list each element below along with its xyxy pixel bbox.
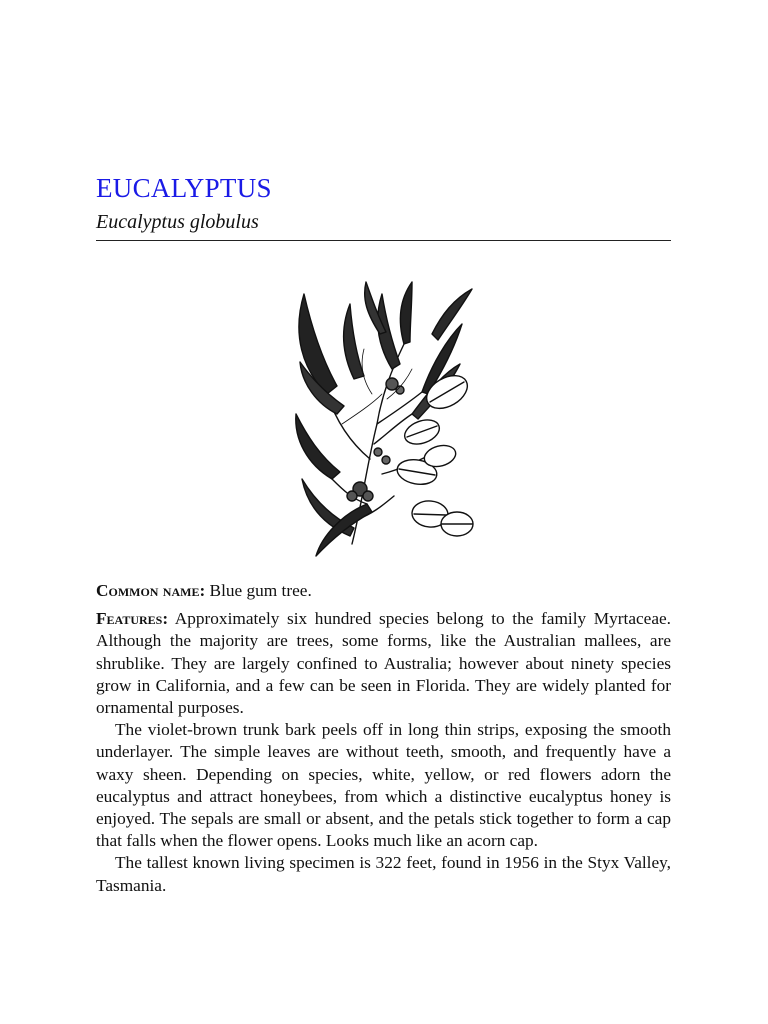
features-label: Features: xyxy=(96,609,169,629)
paragraph-bark: The violet-brown trunk bark peels off in long thin strips, exposing the smooth underlayer. The simple leaves are without teeth, smooth, and frequently have a waxy sheen. Depending on species, white, yellow, or red flowers adorn the eucalyptus and attract honeybees, from which a distinctive eucalyptus honey is enjoyed. The sepals are small or absent, and the petals stick together to form a cap that falls when the flower opens. Looks much like an acorn cap. xyxy=(96,720,671,851)
common-name-label: Common name: xyxy=(96,581,206,600)
page-title: EUCALYPTUS xyxy=(96,173,272,203)
features-text: Approximately six hundred species belong to the family Myrtaceae. Although the majority are trees, some forms, like the Australian mallees, are shrublike. They are largely confined to Australia; however about ninety species grow in California, and a few can be seen in Florida. They are widely planted for ornamental purposes. xyxy=(96,609,671,718)
common-name-value: Blue gum tree. xyxy=(205,581,312,600)
features-paragraph xyxy=(96,608,671,719)
scientific-name: Eucalyptus globulus xyxy=(96,211,259,233)
paragraph-tallest: The tallest known living specimen is 322 feet, found in 1956 in the Styx Valley, Tasmania. xyxy=(96,853,671,895)
common-name-line xyxy=(96,580,671,602)
title-divider xyxy=(96,240,671,241)
document-page xyxy=(96,0,671,1024)
body-text xyxy=(96,580,671,897)
eucalyptus-branch-illustration xyxy=(282,274,487,562)
